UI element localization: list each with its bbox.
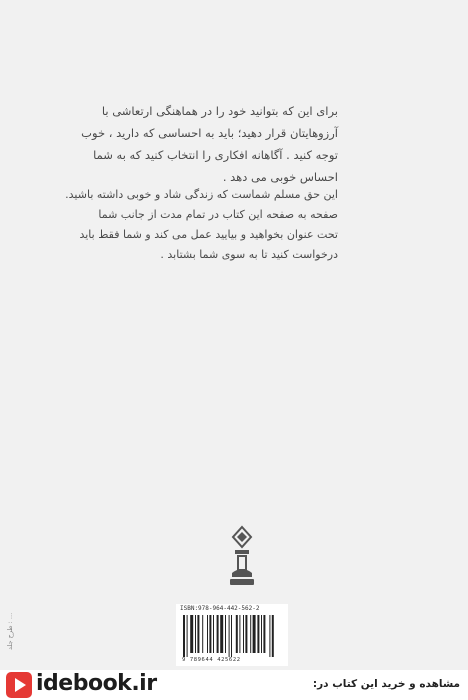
paragraph-line: این حق مسلم شماست که زندگی شاد و خوبی داشته باشید. [65, 188, 338, 201]
isbn-barcode [176, 604, 288, 666]
barcode-digits: 9 789644 425622 [182, 657, 241, 663]
paragraph-line: صفحه به صفحه این کتاب در تمام مدت از جانب شما [98, 208, 338, 221]
store-banner[interactable] [0, 670, 468, 700]
isbn-text: ISBN:978-964-442-562-2 [180, 605, 260, 612]
buy-book-link[interactable]: مشاهده و خرید این کتاب در: [312, 678, 460, 690]
cover-design-credit: طرح جلد : ... [6, 612, 14, 650]
paragraph-line: درخواست کنید تا به سوی شما بشتابد . [160, 248, 338, 261]
brand-link[interactable]: idebook.ir [36, 671, 157, 696]
barcode-icon [182, 615, 282, 657]
paragraph-line: توجه کنید . آگاهانه افکاری را انتخاب کنید که به شما [93, 148, 338, 162]
description-paragraph-1 [81, 100, 338, 188]
play-icon [6, 672, 32, 698]
paragraph-line: تحت عنوان بخواهید و بیایید عمل می کند و شما فقط باید [79, 228, 338, 241]
description-paragraph-2 [65, 185, 338, 265]
paragraph-line: احساس خوبی می دهد . [222, 170, 338, 184]
paragraph-line: برای این که بتوانید خود را در هماهنگی ارتعاشی با [101, 104, 338, 118]
paragraph-line: آرزوهایتان قرار دهید؛ باید به احساسی که دارید ، خوب [81, 126, 338, 140]
publisher-logo-icon [226, 525, 258, 587]
